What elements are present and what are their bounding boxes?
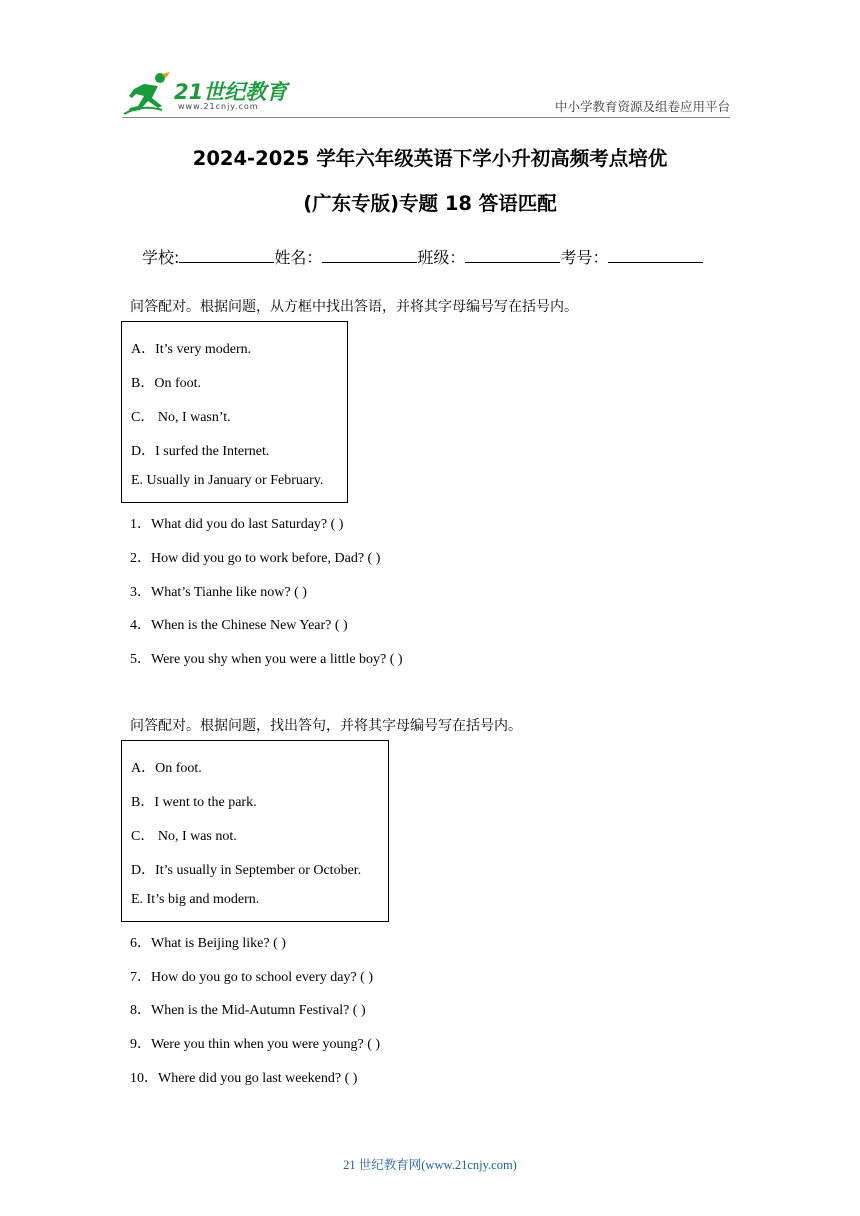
question-6: 6．What is Beijing like? ( ): [130, 936, 286, 951]
option-c: C． No, I was not.: [131, 829, 237, 844]
question-2: 2．How did you go to work before, Dad? ( ): [130, 551, 381, 566]
option-b: B．I went to the park.: [131, 795, 257, 810]
section1-options-box: [121, 321, 348, 503]
option-a: A．It’s very modern.: [131, 342, 252, 357]
question-7: 7．How do you go to school every day? ( ): [130, 970, 374, 985]
footer-link[interactable]: 21 世纪教育网(www.21cnjy.com): [343, 1158, 517, 1172]
option-b: B．On foot.: [131, 376, 201, 391]
header-divider: [122, 117, 730, 118]
question-8: 8．When is the Mid-Autumn Festival? ( ): [130, 1003, 366, 1018]
class-blank[interactable]: [465, 248, 560, 263]
number-label: 考号：: [560, 248, 609, 267]
section2-instruction: 问答配对。根据问题，找出答句，并将其字母编号写在括号内。: [130, 718, 522, 734]
name-blank[interactable]: [322, 248, 417, 263]
question-9: 9．Were you thin when you were young? ( ): [130, 1037, 381, 1052]
question-1: 1．What did you do last Saturday? ( ): [130, 517, 344, 532]
school-blank[interactable]: [179, 248, 274, 263]
logo-text: 21世纪教育: [174, 80, 288, 104]
question-10: 10．Where did you go last weekend? ( ): [130, 1071, 358, 1086]
option-e: E. It’s big and modern.: [131, 892, 260, 907]
student-info: [142, 245, 703, 268]
section2-options-box: [121, 740, 389, 922]
option-c: C． No, I wasn’t.: [131, 410, 231, 425]
page-title: 2024-2025 学年六年级英语下学小升初高频考点培优: [192, 147, 668, 170]
school-label: 学校:: [142, 248, 180, 267]
platform-label: 中小学教育资源及组卷应用平台: [554, 100, 730, 114]
option-e: E. Usually in January or February.: [131, 473, 324, 488]
option-d: D．It’s usually in September or October.: [131, 863, 362, 878]
page-subtitle: (广东专版)专题 18 答语匹配: [303, 192, 557, 215]
question-3: 3．What’s Tianhe like now? ( ): [130, 585, 307, 600]
class-label: 班级：: [417, 248, 466, 267]
running-figure-icon: [122, 70, 174, 116]
name-label: 姓名：: [274, 248, 323, 267]
question-4: 4．When is the Chinese New Year? ( ): [130, 618, 348, 633]
logo-subtitle: www.21cnjy.com: [178, 102, 259, 111]
section1-instruction: 问答配对。根据问题，从方框中找出答语，并将其字母编号写在括号内。: [130, 299, 578, 315]
logo: [122, 70, 292, 116]
option-a: A．On foot.: [131, 761, 202, 776]
option-d: D．I surfed the Internet.: [131, 444, 270, 459]
number-blank[interactable]: [608, 248, 703, 263]
question-5: 5．Were you shy when you were a little boy? ( ): [130, 652, 403, 667]
